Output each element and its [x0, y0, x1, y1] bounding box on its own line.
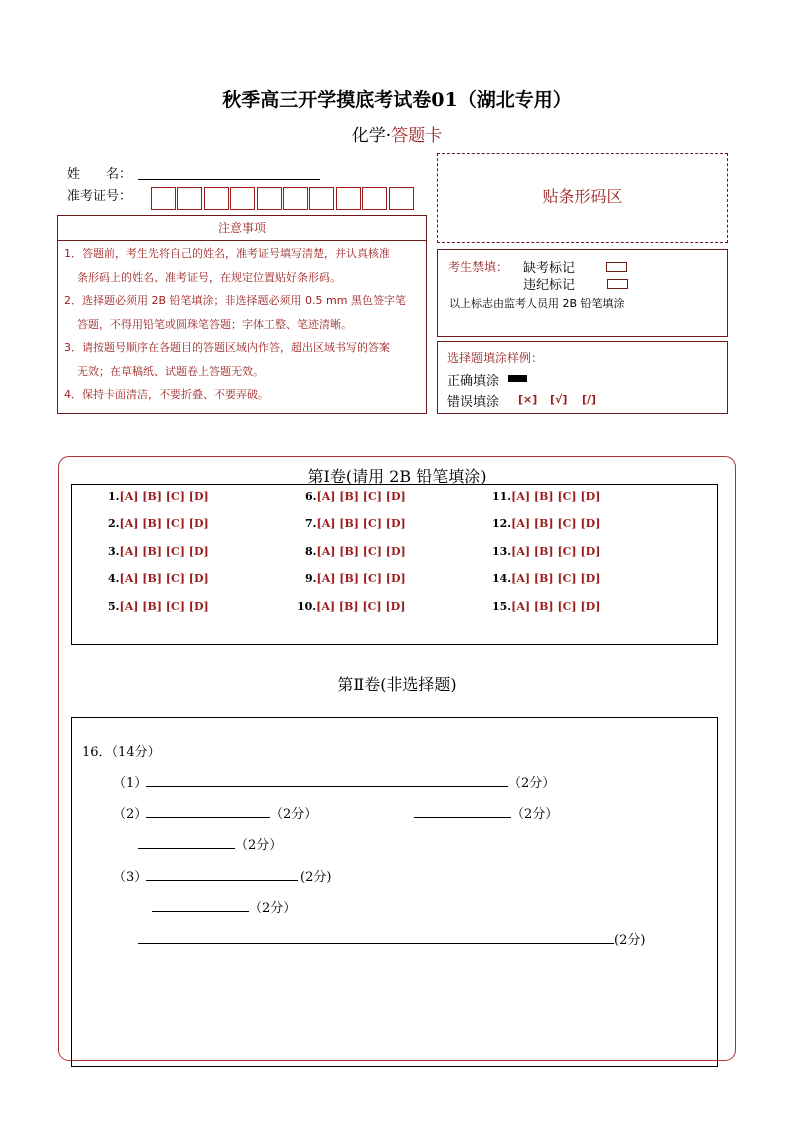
answer-options[interactable]: [A] [B] [C] [D]	[119, 545, 209, 558]
notice-line: 2．选择题必须用 2B 铅笔填涂；非选择题必须用 0.5 mm 黑色签字笔	[64, 294, 406, 307]
answer-options[interactable]: [A] [B] [C] [D]	[316, 572, 406, 585]
barcode-area: 贴条形码区	[437, 153, 728, 243]
id-digit-box[interactable]	[283, 187, 308, 210]
choice-question	[108, 517, 209, 530]
score: （2分）	[235, 838, 283, 853]
answer-line-2a[interactable]	[146, 817, 270, 818]
score: （2分）	[270, 807, 318, 822]
choice-question	[492, 572, 600, 585]
answer-options[interactable]: [A] [B] [C] [D]	[316, 490, 406, 503]
question-number: 2.	[108, 517, 120, 530]
correct-label: 正确填涂	[447, 374, 500, 389]
choice-question	[492, 545, 600, 558]
id-digit-box[interactable]	[309, 187, 334, 210]
question-number: 12.	[492, 517, 512, 530]
choice-question	[305, 545, 406, 558]
answer-line-3c[interactable]	[138, 943, 614, 944]
id-digit-box[interactable]	[177, 187, 202, 210]
page-title: 秋季高三开学摸底考试卷01（湖北专用）	[222, 89, 572, 111]
choice-question	[305, 517, 406, 530]
notice-line: 4．保持卡面清洁，不要折叠、不要弄破。	[64, 388, 269, 401]
score: （2分）	[508, 776, 556, 791]
id-digit-box[interactable]	[204, 187, 229, 210]
answer-options[interactable]: [A] [B] [C] [D]	[119, 600, 209, 613]
sample-box	[437, 341, 728, 414]
choice-question	[492, 517, 600, 530]
absent-checkbox[interactable]	[606, 262, 627, 272]
subject: 化学·	[351, 126, 392, 146]
answer-line-2b[interactable]	[414, 817, 511, 818]
question-number: 4.	[108, 572, 120, 585]
choice-question	[305, 490, 406, 503]
exam-mark-box	[437, 249, 728, 337]
id-digit-box[interactable]	[389, 187, 414, 210]
choice-question	[492, 600, 600, 613]
section2-title: 第Ⅱ卷(非选择题)	[337, 675, 457, 694]
score: （2分）	[249, 901, 297, 916]
notice-header: 注意事项	[57, 215, 427, 241]
choice-question	[492, 490, 600, 503]
exam-mark-note: 以上标志由监考人员用 2B 铅笔填涂	[449, 297, 625, 310]
answer-line-3b[interactable]	[152, 911, 249, 912]
id-digit-box[interactable]	[151, 187, 176, 210]
choice-question	[108, 490, 209, 503]
answer-options[interactable]: [A] [B] [C] [D]	[511, 490, 601, 503]
part3-label: （3）	[113, 870, 148, 885]
answer-options[interactable]: [A] [B] [C] [D]	[316, 600, 406, 613]
card-label: 答题卡	[391, 126, 443, 146]
subtitle	[0, 121, 794, 146]
question-number: 9.	[305, 572, 317, 585]
answer-line-3a[interactable]	[146, 880, 298, 881]
question-number: 8.	[305, 545, 317, 558]
choice-question	[108, 572, 209, 585]
notice-line: 无效；在草稿纸、试题卷上答题无效。	[77, 364, 264, 378]
answer-options[interactable]: [A] [B] [C] [D]	[316, 545, 406, 558]
absent-label: 缺考标记	[523, 261, 576, 276]
choice-question	[108, 545, 209, 558]
question-number: 5.	[108, 600, 120, 613]
question-number: 6.	[305, 490, 317, 503]
notice-line: 1．答题前，考生先将自己的姓名，准考证号填写清楚，并认真核准	[64, 247, 390, 260]
score: （2分）	[511, 807, 559, 822]
question-number: 7.	[305, 517, 317, 530]
wrong-mark-slash: [/]	[582, 393, 597, 406]
violation-checkbox[interactable]	[607, 279, 628, 289]
question-number: 13.	[492, 545, 512, 558]
id-digit-box[interactable]	[257, 187, 282, 210]
part2-label: （2）	[113, 807, 148, 822]
answer-options[interactable]: [A] [B] [C] [D]	[511, 517, 601, 530]
choice-box	[71, 484, 718, 645]
exam-mark-label: 考生禁填：	[448, 260, 509, 274]
notice-line: 3．请按题号顺序在各题目的答题区域内作答，超出区域书写的答案	[64, 341, 390, 354]
id-digit-box[interactable]	[230, 187, 255, 210]
choice-question	[297, 600, 405, 613]
answer-options[interactable]: [A] [B] [C] [D]	[119, 572, 209, 585]
q16-box	[71, 717, 718, 1067]
correct-fill-sample	[508, 375, 527, 382]
wrong-mark-check: [√]	[550, 393, 568, 406]
notice-body	[57, 240, 427, 414]
q16-title: 16．（14分）	[82, 745, 161, 760]
question-number: 10.	[297, 600, 317, 613]
part1-label: （1）	[113, 776, 148, 791]
question-number: 15.	[492, 600, 512, 613]
answer-options[interactable]: [A] [B] [C] [D]	[511, 572, 601, 585]
name-label: 姓 名：	[67, 167, 133, 182]
answer-options[interactable]: [A] [B] [C] [D]	[316, 517, 406, 530]
violation-label: 违纪标记	[523, 278, 576, 293]
score: (2分)	[300, 870, 332, 885]
answer-options[interactable]: [A] [B] [C] [D]	[511, 600, 601, 613]
wrong-mark-x: [×]	[518, 393, 538, 406]
question-number: 14.	[492, 572, 512, 585]
answer-options[interactable]: [A] [B] [C] [D]	[119, 517, 209, 530]
section1-title: 第Ⅰ卷(请用 2B 铅笔填涂)	[307, 467, 487, 486]
id-digit-box[interactable]	[336, 187, 361, 210]
answer-options[interactable]: [A] [B] [C] [D]	[511, 545, 601, 558]
notice-line: 条形码上的姓名、准考证号，在规定位置贴好条形码。	[77, 270, 341, 284]
choice-question	[108, 600, 209, 613]
id-digit-box[interactable]	[362, 187, 387, 210]
question-number: 3.	[108, 545, 120, 558]
notice-line: 答题，不得用铅笔或圆珠笔答题；字体工整、笔迹清晰。	[77, 317, 352, 331]
name-field[interactable]	[138, 179, 320, 180]
wrong-label: 错误填涂	[447, 395, 500, 410]
answer-line-2c[interactable]	[138, 848, 235, 849]
answer-line-1[interactable]	[146, 786, 508, 787]
question-number: 11.	[492, 490, 512, 503]
answer-options[interactable]: [A] [B] [C] [D]	[119, 490, 209, 503]
sample-title: 选择题填涂样例：	[447, 351, 544, 365]
score: (2分)	[614, 933, 646, 948]
question-number: 1.	[108, 490, 120, 503]
choice-question	[305, 572, 406, 585]
id-label: 准考证号：	[67, 189, 133, 204]
